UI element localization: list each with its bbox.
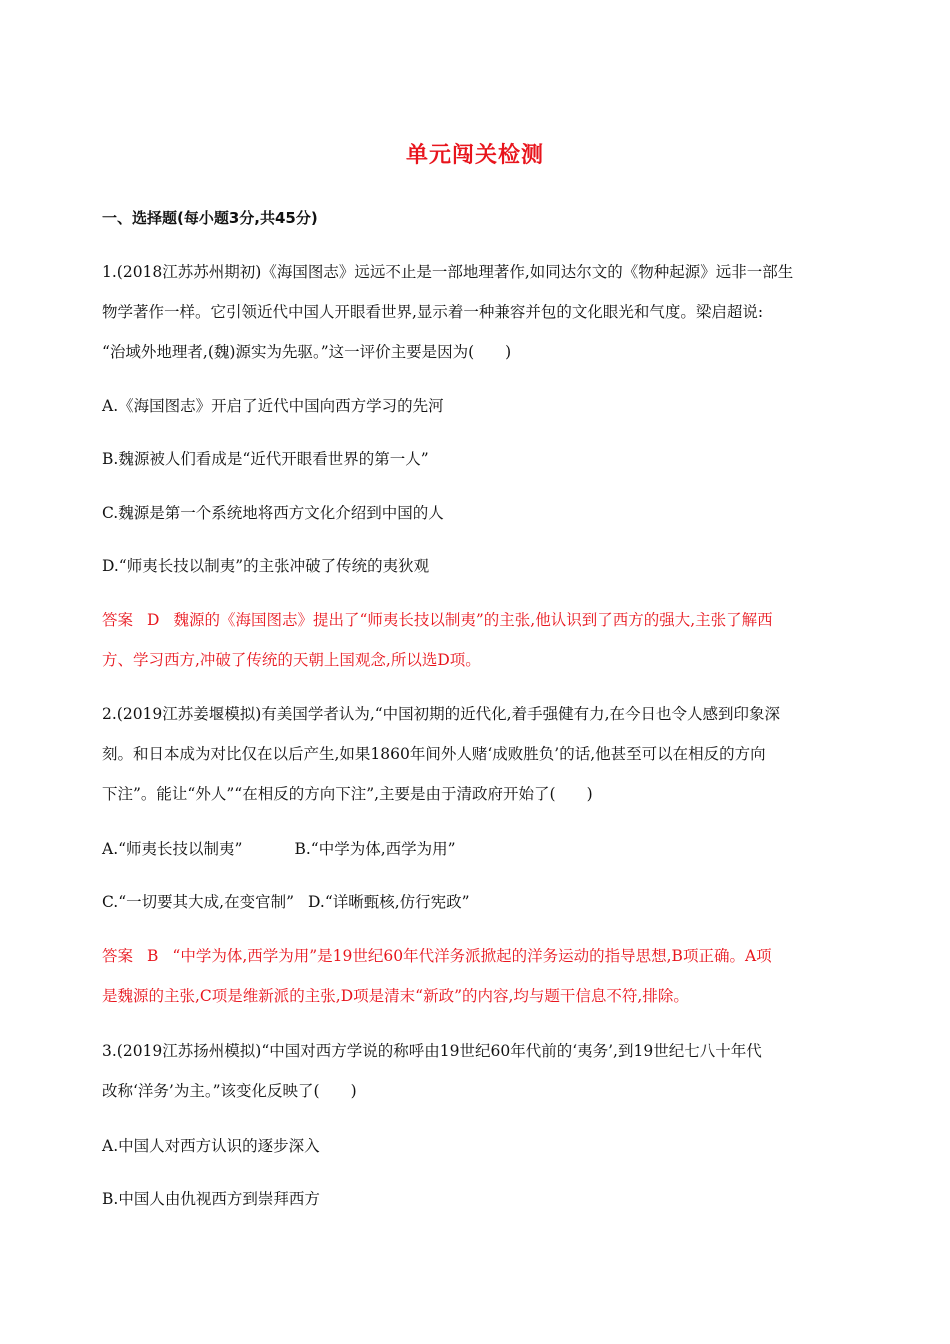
q3-option-b: B.中国人由仇视西方到崇拜西方 xyxy=(102,1190,320,1208)
q1-answer-text-1: 魏源的《海国图志》提出了“师夷长技以制夷”的主张,他认识到了西方的强大,主张了解西 xyxy=(173,611,773,629)
q2-answer-label: 答案 xyxy=(102,947,134,965)
q2-option-b: B.“中学为体,西学为用” xyxy=(294,840,456,858)
q3-option-a: A.中国人对西方认识的逐步深入 xyxy=(102,1137,320,1155)
q3-stem-line-2: 改称‘洋务’为主。”该变化反映了( ) xyxy=(102,1082,357,1100)
q2-options-row-1 xyxy=(102,839,862,859)
q2-option-d: D.“详晰甄核,仿行宪政” xyxy=(308,893,470,911)
q1-option-b: B.魏源被人们看成是“近代开眼看世界的第一人” xyxy=(102,450,429,468)
q1-answer-line-1 xyxy=(102,610,862,630)
q2-answer-line-2: 是魏源的主张,C项是维新派的主张,D项是清末“新政”的内容,均与题干信息不符,排除。 xyxy=(102,987,689,1005)
q1-answer-choice: D xyxy=(147,611,160,629)
q1-stem-line-1: 1.(2018江苏苏州期初)《海国图志》远远不止是一部地理著作,如同达尔文的《物种起源》远非一部生 xyxy=(102,263,794,281)
q1-answer-label: 答案 xyxy=(102,611,134,629)
q2-option-c: C.“一切要其大成,在变官制” xyxy=(102,893,295,911)
q2-answer-line-1 xyxy=(102,946,862,966)
q2-answer-choice: B xyxy=(147,947,159,965)
page-title: 单元闯关检测 xyxy=(405,143,544,168)
q1-stem-line-2: 物学著作一样。它引领近代中国人开眼看世界,显示着一种兼容并包的文化眼光和气度。梁启超说: xyxy=(102,303,764,321)
q1-option-a: A.《海国图志》开启了近代中国向西方学习的先河 xyxy=(102,397,444,415)
section-heading: 一、选择题(每小题3分,共45分) xyxy=(102,209,318,227)
q2-stem-line-2: 刻。和日本成为对比仅在以后产生,如果1860年间外人赌‘成败胜负’的话,他甚至可以在相反的方向 xyxy=(102,745,766,763)
q2-stem-line-1: 2.(2019江苏姜堰模拟)有美国学者认为,“中国初期的近代化,着手强健有力,在今日也令人感到印象深 xyxy=(102,705,781,723)
q1-answer-line-2: 方、学习西方,冲破了传统的天朝上国观念,所以选D项。 xyxy=(102,651,481,669)
q2-stem-line-3: 下注”。能让“外人”“在相反的方向下注”,主要是由于清政府开始了( ) xyxy=(102,785,593,803)
q1-option-c: C.魏源是第一个系统地将西方文化介绍到中国的人 xyxy=(102,504,444,522)
q3-stem-line-1: 3.(2019江苏扬州模拟)“中国对西方学说的称呼由19世纪60年代前的‘夷务’,到19世纪七八十年代 xyxy=(102,1042,762,1060)
q1-stem-line-3: “治域外地理者,(魏)源实为先驱。”这一评价主要是因为( ) xyxy=(102,343,512,361)
q1-option-d: D.“师夷长技以制夷”的主张冲破了传统的夷狄观 xyxy=(102,557,430,575)
q2-option-a: A.“师夷长技以制夷” xyxy=(102,840,243,858)
q2-options-row-2 xyxy=(102,892,862,912)
q2-answer-text-1: “中学为体,西学为用”是19世纪60年代洋务派掀起的洋务运动的指导思想,B项正确。A项 xyxy=(172,947,772,965)
